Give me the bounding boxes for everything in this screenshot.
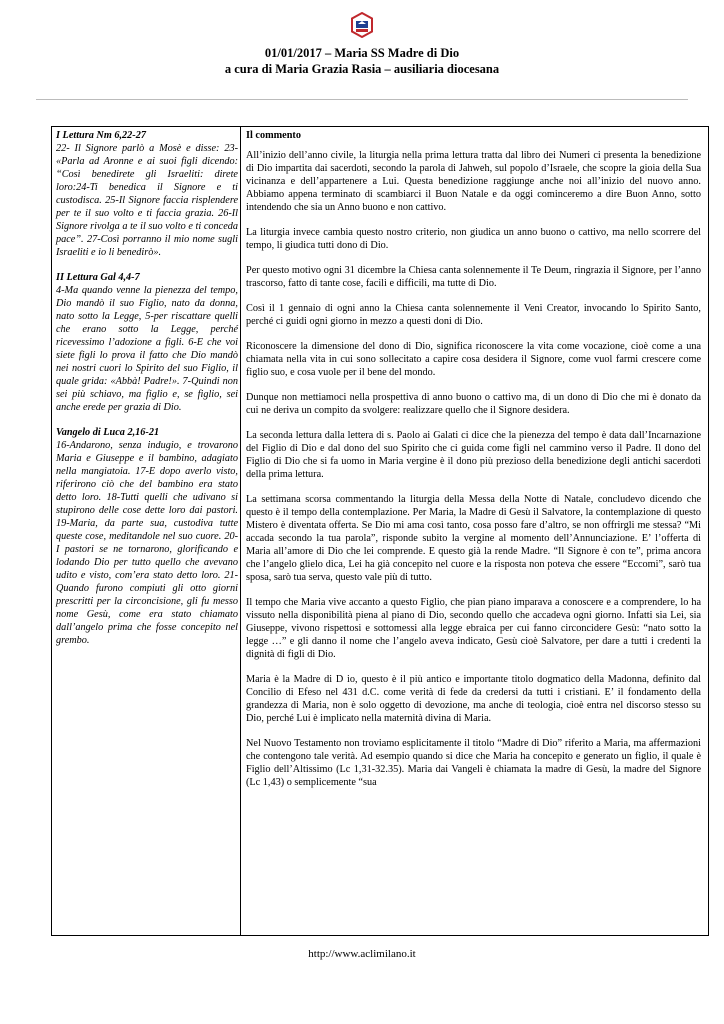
- gospel-text: 16-Andarono, senza indugio, e trovarono Maria e Giuseppe e il bambino, adagiato nella mangiatoia. 17-E dopo averlo visto, riferirono ciò che del bambino era stato detto loro. 18-Tutti quelli che udivano si stupirono delle cose dette loro dai pastori. 19-Maria, da parte sua, custodiva tutte queste cose, meditandole nel suo cuore. 20-I pastori se ne tornarono, glorificando e lodando Dio per tutto quello che avevano udito e visto, com’era stato detto loro. 21-Quando furono compiuti gli otto giorni prescritti per la circoncisione, gli fu messo nome Gesù, come era stato chiamato dall’angelo prima che fosse concepito nel grembo.: [56, 440, 238, 646]
- commentary-paragraph: Riconoscere la dimensione del dono di Dio, significa riconoscere la vita come vocazione, cioè come a una chiamata nella vita in cui sono sollecitato a capire cosa desidera il Signore, come vuol farmi crescere come figlio suo, e cosa vuole per il bene del mondo.: [246, 341, 701, 378]
- content-table: [51, 126, 709, 936]
- commentary-heading: Il commento: [246, 130, 301, 141]
- commentary-column: [246, 129, 701, 801]
- header-divider: [36, 99, 688, 100]
- commentary-paragraph: La settimana scorsa commentando la liturgia della Messa della Notte di Natale, concludevo dicendo che questo è il tempo della contemplazione. Per Maria, la Madre di Gesù il Salvatore, la contemplazione di questo Mistero è diventata offerta. Se Dio mi ama così tanto, cosa posso fare d’altro, se non offrirgli me stessa? “Mi accada secondo la tua parola”, risponde subito la vergine al momento dell’Annunciazione. E’ l’offerta di Maria all’amore di Dio che lei comprende. E questo già la rende Madre. “Il Signore è con te”, prima ancora che l’angelo glielo dica, Lei ha già concepito nel cuore e la risposta non poteva che essere “Eccomi”, sarò tua sposa, sarò tua serva, questo vale più di tutto.: [246, 494, 701, 583]
- commentary-paragraph: Per questo motivo ogni 31 dicembre la Chiesa canta solennemente il Te Deum, ringrazia il Signore, per l’anno trascorso, fatto di tante cose, facili e difficili, ma tutte di Dio.: [246, 265, 701, 289]
- commentary-paragraph: All’inizio dell’anno civile, la liturgia nella prima lettura tratta dal libro dei Numeri ci presenta la benedizione di Dio impartita dai sacerdoti, secondo la parola di Jahweh, sul popolo d’Israele, che scopre la gioia della Sua vicinanza e dell’appartenere a Lui. Questa benedizione raggiunge anche noi all’inizio del nuovo anno. Abbiamo appena terminato di scambiarci il Buon Natale e da oggi cominceremo a dire Buon Anno, sotto intendendo che sia un Anno buono e non cattivo.: [246, 150, 701, 213]
- first-reading-heading: I Lettura Nm 6,22-27: [56, 130, 146, 141]
- commentary-paragraph: La seconda lettura dalla lettera di s. Paolo ai Galati ci dice che la pienezza del tempo è data dall’Incarnazione del Figlio di Dio e dal dono del suo Spirito che ci guida come figli nel cammino verso il Padre. Il dono del Figlio di Dio che si fa uomo in Maria vergine è il dono più prezioso della benedizione degli antichi sacerdoti della prima lettura.: [246, 430, 701, 480]
- commentary-paragraph: Così il 1 gennaio di ogni anno la Chiesa canta solennemente il Veni Creator, invocando lo Spirito Santo, perché ci guidi ogni giorno in mezzo a questi doni di Dio.: [246, 303, 701, 327]
- second-reading-heading: II Lettura Gal 4,4-7: [56, 272, 140, 283]
- page-subtitle: a cura di Maria Grazia Rasia – ausiliaria diocesana: [224, 62, 500, 76]
- commentary-paragraph: La liturgia invece cambia questo nostro criterio, non giudica un anno buono o cattivo, ma nello scorrere del tempo, li giudica tutti dono di Dio.: [246, 227, 701, 251]
- commentary-paragraph: Il tempo che Maria vive accanto a questo Figlio, che pian piano imparava a conoscere e a comprendere, lo ha vissuto nella disponibilità piena al piano di Dio, secondo quello che accadeva ogni giorno. Infatti sia Lei, sia Giuseppe, vivono rispettosi e sottomessi alla legge ebraica per cui fanno circoncidere Gesù: “nato sotto la legge …” e gli danno il nome che l’angelo aveva indicato, Gesù cioè Salvatore, per dare a tutti i credenti la dignità di figli di Dio.: [246, 597, 701, 660]
- commentary-paragraph: Nel Nuovo Testamento non troviamo esplicitamente il titolo “Madre di Dio” riferito a Maria, ma affermazioni che contengono tale verità. Ad esempio quando si dice che Maria ha concepito e generato un figlio, il quale è Figlio dell’Altissimo (Lc 1,31-32.35). Maria dai Vangeli è chiamata la madre di Gesù, la madre del Signore (Lc 1,43) o semplicemente “sua: [246, 738, 701, 788]
- second-reading-text: 4-Ma quando venne la pienezza del tempo, Dio mandò il suo Figlio, nato da donna, nato sotto la Legge, 5-per riscattare quelli che erano sotto la Legge, perché ricevessimo l’adozione a figli. 6-E che voi siete figli lo prova il fatto che Dio mandò nei nostri cuori lo Spirito del suo Figlio, il quale grida: «Abbà! Padre!». 7-Quindi non sei più schiavo, ma figlio e, se figlio, sei anche erede per grazia di Dio.: [56, 285, 238, 413]
- acli-logo-icon: [350, 12, 374, 38]
- footer-link[interactable]: http://www.aclimilano.it: [308, 948, 416, 960]
- readings-column: [56, 129, 238, 647]
- commentary-paragraph: Maria è la Madre di D io, questo è il più antico e importante titolo dogmatico della Madonna, definito dal Concilio di Efeso nel 431 d.C. come verità di fede da credersi da tutti i cristiani. E’ il fondamento della grandezza di Maria, non è solo oggetto di devozione, ma anche di teologia, cioè entra nel discorso stesso su Dio, perché Lui è implicato nella maternità divina di Maria.: [246, 674, 701, 724]
- page-title: 01/01/2017 – Maria SS Madre di Dio: [264, 46, 460, 60]
- commentary-paragraph: Dunque non mettiamoci nella prospettiva di anno buono o cattivo ma, di un dono di Dio che mi è donato da cui ne deriva un compito da svolgere: realizzare quello che il Signore desidera.: [246, 392, 701, 416]
- gospel-heading: Vangelo di Luca 2,16-21: [56, 427, 160, 438]
- column-divider: [240, 127, 241, 935]
- first-reading-text: 22- Il Signore parlò a Mosè e disse: 23- «Parla ad Aronne e ai suoi figli dicendo: “Così benedirete gli Israeliti: direte loro:24-Ti benedica il Signore e ti custodisca. 25-Il Signore faccia risplendere per te il suo volto e ti faccia grazia. 26-Il Signore rivolga a te il suo volto e ti conceda pace”. 27-Così porranno il mio nome sugli Israeliti e io li benedirò».: [56, 143, 238, 258]
